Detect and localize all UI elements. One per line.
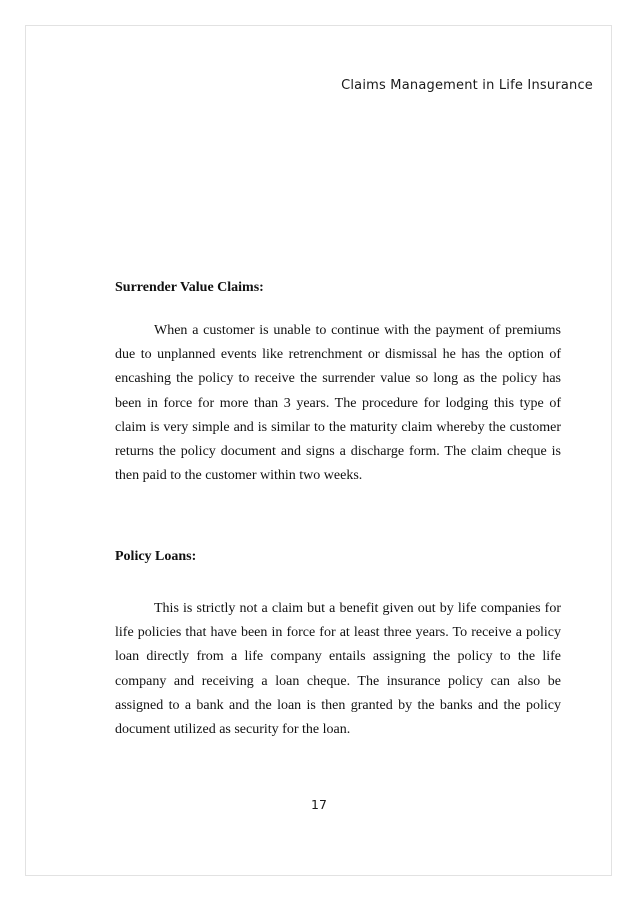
page-number: 17 [311,797,327,812]
running-header: Claims Management in Life Insurance [341,78,593,93]
section-heading-policy-loans: Policy Loans: [115,549,197,564]
paragraph-surrender-value-claims: When a customer is unable to continue with the payment of premiums due to unplanned events like retrenchment or dismissal he has the option of encashing the policy to receive the surrender value so long as the policy has been in force for more than 3 years. The procedure for lodging this type of claim is very simple and is similar to the maturity claim whereby the customer returns the policy document and signs a discharge form. The claim cheque is then paid to the customer within two weeks. [115,323,561,484]
section-heading-surrender-value-claims: Surrender Value Claims: [115,280,264,295]
paragraph-policy-loans: This is strictly not a claim but a benefit given out by life companies for life policies that have been in force for at least three years. To receive a policy loan directly from a life company entails assigning the policy to the life company and receiving a loan cheque. The insurance policy can also be assigned to a bank and the loan is then granted by the banks and the policy document utilized as security for the loan. [115,601,561,738]
